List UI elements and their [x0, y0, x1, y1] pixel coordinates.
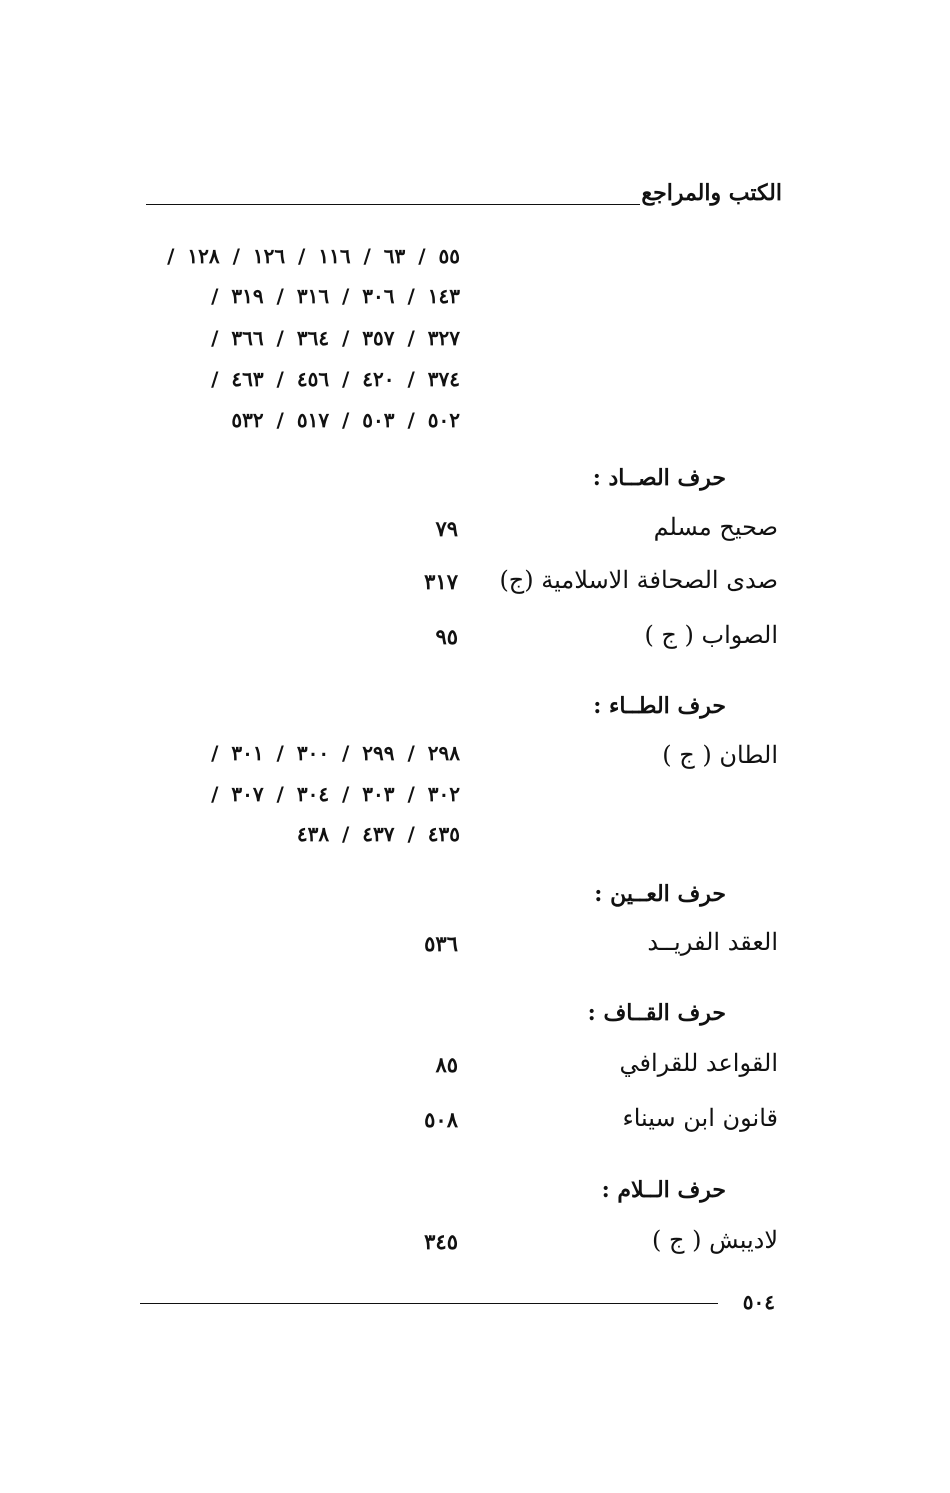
entry-title: صحيح مسلم: [653, 513, 778, 541]
section-title-lam: حرف الــلام :: [601, 1177, 726, 1203]
footer-rule: [140, 1303, 718, 1304]
entry-title: قانون ابن سيناء: [622, 1104, 778, 1132]
ref-line-1: ٥٥ / ٦٣ / ١١٦ / ١٢٦ / ١٢٨ /: [167, 244, 460, 268]
ref-line-4: ٣٧٤ / ٤٢٠ / ٤٥٦ / ٤٦٣ /: [211, 367, 460, 391]
entry-page: ٥٣٦: [424, 931, 458, 956]
entry-title: لاديبش ( ج ): [652, 1226, 778, 1254]
ref-line-ta-3: ٤٣٥ / ٤٣٧ / ٤٣٨: [296, 822, 460, 846]
entry-page: ٣١٧: [424, 569, 458, 594]
entry-title: صدى الصحافة الاسلامية (ج): [499, 566, 778, 594]
entry-page: ٧٩: [435, 516, 458, 541]
entry-title: العقد الفريــد: [647, 928, 778, 956]
ref-line-ta-2: ٣٠٢ / ٣٠٣ / ٣٠٤ / ٣٠٧ /: [211, 782, 460, 806]
entry-title: الصواب ( ج ): [644, 621, 778, 649]
entry-page: ٩٥: [435, 624, 458, 649]
ref-line-3: ٣٢٧ / ٣٥٧ / ٣٦٤ / ٣٦٦ /: [211, 326, 460, 350]
page-number: ٥٠٤: [742, 1290, 775, 1314]
section-title-sad: حرف الصــاد :: [592, 465, 726, 491]
entry-page: ٣٤٥: [424, 1229, 458, 1254]
ref-line-2: ١٤٣ / ٣٠٦ / ٣١٦ / ٣١٩ /: [211, 284, 460, 308]
header-rule: [146, 204, 640, 205]
ref-line-5: ٥٠٢ / ٥٠٣ / ٥١٧ / ٥٣٢: [231, 408, 460, 432]
section-title-qaf: حرف القــاف :: [587, 1000, 726, 1026]
entry-page: ٥٠٨: [424, 1107, 458, 1132]
section-title-ta: حرف الطــاء :: [593, 693, 726, 719]
entry-title: القواعد للقرافي: [619, 1049, 778, 1077]
entry-title: الطان ( ج ): [662, 741, 778, 769]
section-title-ain: حرف العــين :: [594, 881, 726, 907]
ref-line-ta-1: ٢٩٨ / ٢٩٩ / ٣٠٠ / ٣٠١ /: [211, 741, 460, 765]
entry-page: ٨٥: [435, 1052, 458, 1077]
page-header-title: الكتب والمراجع: [641, 180, 782, 206]
